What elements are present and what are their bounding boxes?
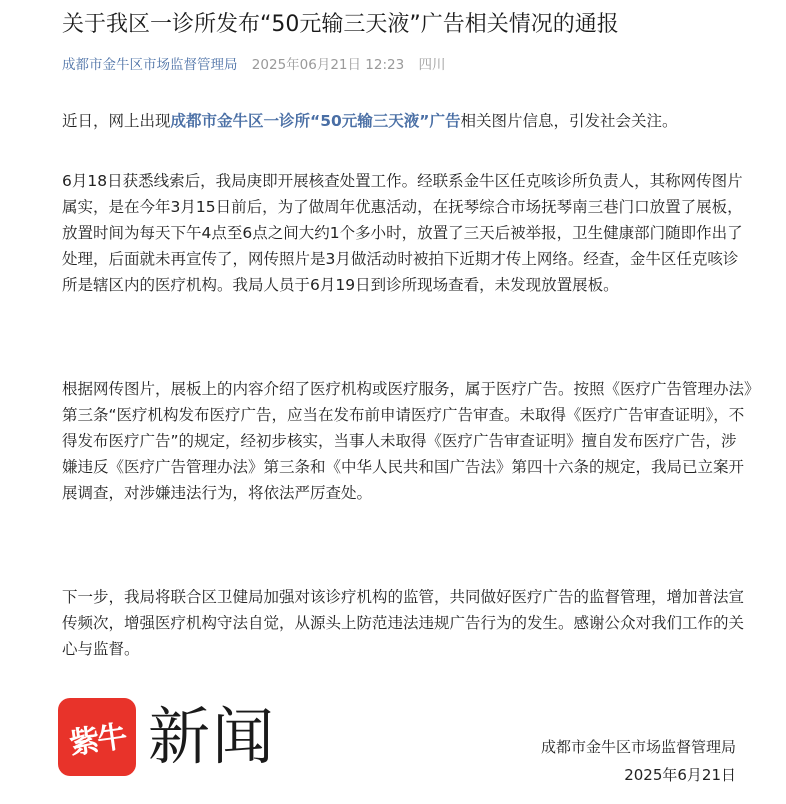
signature-org: 成都市金牛区市场监督管理局 [540,738,736,756]
region-tag: 四川 [418,57,446,73]
highlight-text: 成都市金牛区一诊所“50元输三天液”广告 [170,112,461,130]
ziniu-news-logo [58,698,276,776]
publish-date: 2025年06月21日 12:23 [251,57,405,73]
signature-date: 2025年6月21日 [624,766,736,784]
paragraph-2: 6月18日获悉线索后，我局庚即开展核查处置工作。经联系金牛区任克咳诊所负责人，其称网传图片属实，是在今年3月15日前后，为了做周年优惠活动，在抚琴综合市场抚琴南三巷门口放置了展板，放置时间为每天下午4点至6点之间大约1个多小时，放置了三天后被举报，卫生健康部门随即作出了处理，后面就未再宣传了，网传照片是3月做活动时被拍下近期才传上网络。经查，金牛区任克咳诊所是辖区内的医疗机构。我局人员于6月19日到诊所现场查看，未发现放置展板。 [62,172,743,294]
article-meta [62,56,446,74]
logo-wordmark: 新闻 [148,700,277,773]
paragraph-1 [62,108,752,134]
paragraph-1-lead: 近日，网上出现 [62,112,171,130]
paragraph-4: 下一步，我局将联合区卫健局加强对该诊疗机构的监管，共同做好医疗广告的监督管理，增加普法宣传频次，增强医疗机构守法自觉，从源头上防范违法违规广告行为的发生。感谢公众对我们工作的关心与监督。 [62,588,745,658]
paragraph-3: 根据网传图片，展板上的内容介绍了医疗机构或医疗服务，属于医疗广告。按照《医疗广告管理办法》第三条“医疗机构发布医疗广告，应当在发布前申请医疗广告审查。未取得《医疗广告审查证明》，不得发布医疗广告”的规定，经初步核实，当事人未取得《医疗广告审查证明》擅自发布医疗广告，涉嫌违反《医疗广告管理办法》第三条和《中华人民共和国广告法》第四十六条的规定，我局已立案开展调查，对涉嫌违法行为，将依法严厉查处。 [62,380,752,502]
logo-badge [58,698,136,776]
logo-badge-text: 紫牛 [67,719,128,762]
paragraph-1-tail: 相关图片信息，引发社会关注。 [460,112,678,130]
article-title: 关于我区一诊所发布“50元输三天液”广告相关情况的通报 [62,12,619,37]
source-link[interactable]: 成都市金牛区市场监督管理局 [62,57,238,73]
